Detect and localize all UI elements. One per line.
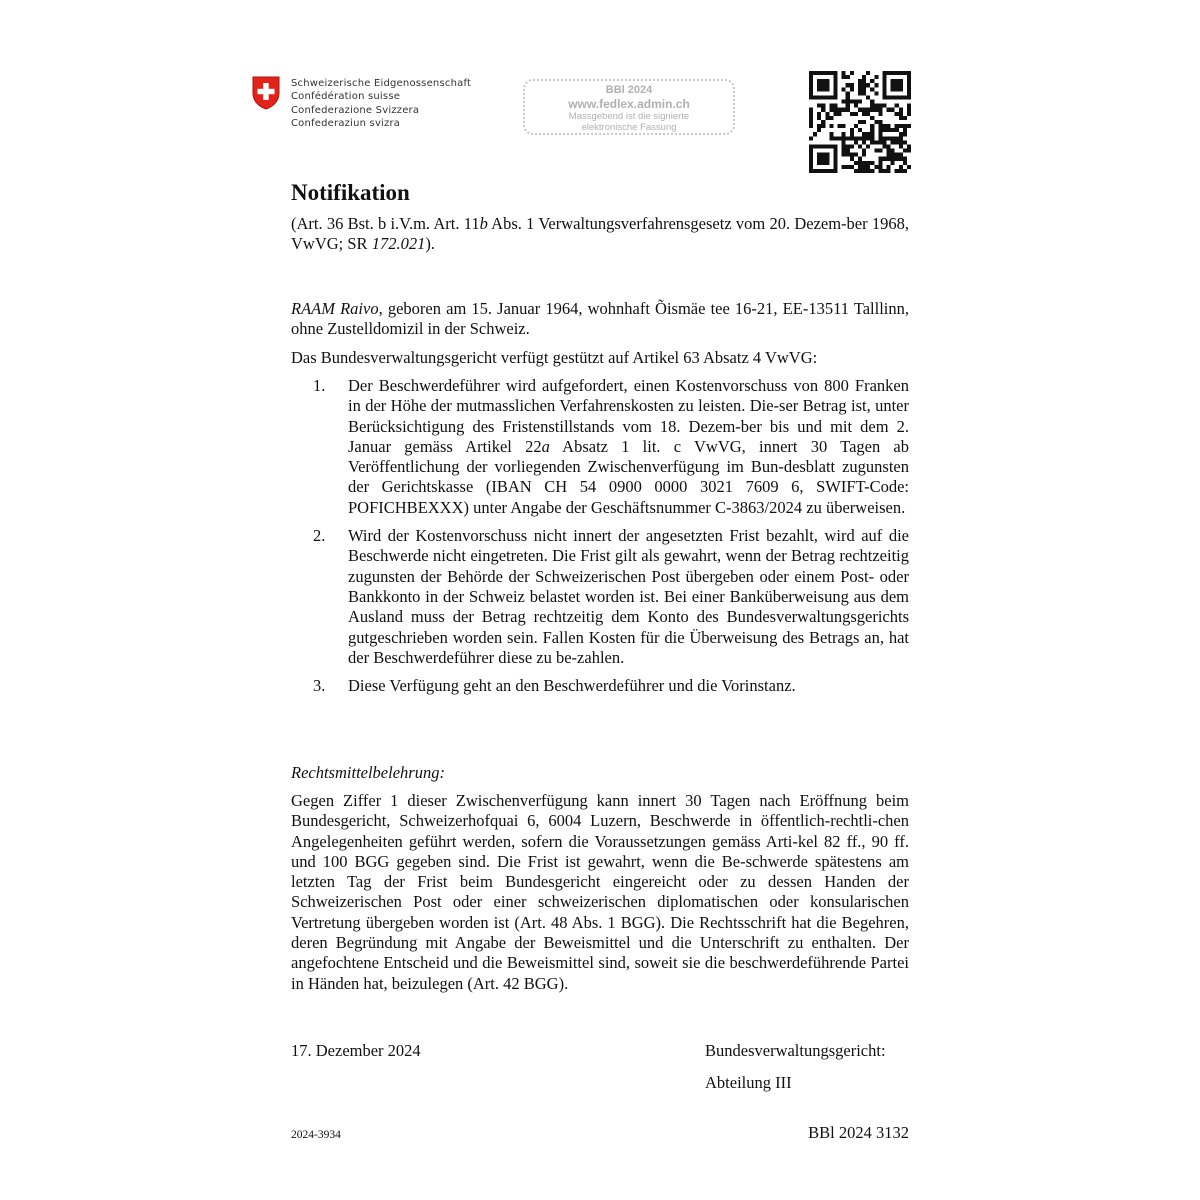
list-item-number: 2. <box>313 526 326 546</box>
list-item-text-post: Absatz 1 lit. c VwVG, innert 30 Tagen ab Veröffentlichung der vorliegenden Zwischenverfügung im Bun-desblatt zugunsten der Gerichtskasse (IBAN CH 54 0900 0000 3021 7609 6, SWIFT-Code: POFICHBEXXX) unter Angabe der Geschäftsnummer C-3863/2024 zu überweisen. <box>348 436 910 517</box>
issue-date: 17. Dezember 2024 <box>291 1041 421 1060</box>
list-item <box>291 676 909 696</box>
confederation-names <box>291 77 471 131</box>
addressee-details: , geboren am 15. Januar 1964, wohnhaft Õismäe tee 16-21, EE-13511 Talllinn, ohne Zustelldomizil in der Schweiz. <box>291 299 910 339</box>
list-item <box>291 376 909 518</box>
legal-basis-post: ). <box>425 234 435 254</box>
document-number: 2024-3934 <box>291 1129 341 1141</box>
stamp-note-2: elektronische Fassung <box>581 122 677 133</box>
legal-basis-sr-number: 172.021 <box>371 234 426 254</box>
legal-basis-pre: (Art. 36 Bst. b i.V.m. Art. 11 <box>291 214 480 233</box>
confederation-name-rm: Confederaziun svizra <box>291 118 401 130</box>
legal-basis-italic-b: b <box>479 214 488 233</box>
stamp-url: www.fedlex.admin.ch <box>568 97 690 111</box>
list-item <box>291 526 909 668</box>
list-item-text-pre: Der Beschwerdeführer wird aufgefordert, einen Kostenvorschuss von 800 Franken in der Höhe der mutmasslichen Verfahrenskosten zu leisten. Die-ser Betrag ist, unter Berücksichtigung des Fristenstillstands vom 18. Dezem-ber bis und mit dem 2. Januar gemäss Artikel 22 <box>348 376 909 456</box>
list-item-text: Wird der Kostenvorschuss nicht innert der angesetzten Frist bezahlt, wird auf die Beschwerde nicht eingetreten. Die Frist gilt als gewahrt, wenn der Betrag rechtzeitig zugunsten der Behörde der Schweizerischen Post übergeben oder einem Post- oder Bankkonto in der Schweiz belastet worden ist. Bei einer Banküberweisung aus dem Ausland muss der Betrag rechtzeitig dem Konto des Bundesverwaltungsgerichts gutgeschrieben worden sein. Fallen Kosten für die Überweisung des Betrags an, hat der Beschwerdeführer diese zu be-zahlen. <box>348 526 909 667</box>
confederation-name-it: Confederazione Svizzera <box>291 104 420 116</box>
court-name: Bundesverwaltungsgericht: <box>705 1041 886 1060</box>
document-title: Notifikation <box>291 180 410 205</box>
remedy-text: Gegen Ziffer 1 dieser Zwischenverfügung kann innert 30 Tagen nach Eröffnung beim Bundesgericht, Schweizerhofquai 6, 6004 Luzern, Beschwerde in öffentlich-rechtli-chen Angelegenheiten geführt werden, sofern die Voraussetzungen gemäss Arti-kel 82 ff., 90 ff. und 100 BGG gegeben sind. Die Frist ist gewahrt, wenn die Be-schwerde spätestens am letzten Tag der Frist beim Bundesgericht eingereicht oder zu dessen Handen der Schweizerischen Post oder einer schweizerischen diplomatischen oder konsularischen Vertretung übergeben worden ist (Art. 48 Abs. 1 BGG). Die Rechtsschrift hat die Begehren, deren Begründung mit Angabe der Beweismittel und die Unterschrift zu enthalten. Der angefochtene Entscheid und die Beweismittel sind, soweit sie die beschwerdeführende Partei in Händen hat, beizulegen (Art. 42 BGG). <box>291 791 909 993</box>
list-item-text-italic: a <box>541 436 550 456</box>
stamp-note-1: Massgebend ist die signierte <box>568 111 690 122</box>
stamp-bbl: BBl 2024 <box>605 84 653 96</box>
list-item-number: 3. <box>313 676 326 696</box>
remedy-heading: Rechtsmittelbelehrung: <box>291 763 445 782</box>
addressee <box>291 299 909 340</box>
decree-list <box>291 376 909 696</box>
legal-basis-mid: Abs. 1 Verwaltungsverfahrensgesetz vom 20. Dezem-ber 1968, VwVG; SR <box>291 214 909 254</box>
confederation-name-de: Schweizerische Eidgenossenschaft <box>291 78 472 89</box>
court-department: Abteilung III <box>705 1073 792 1092</box>
decree-intro: Das Bundesverwaltungsgericht verfügt gestützt auf Artikel 63 Absatz 4 VwVG: <box>291 348 818 367</box>
confederation-name-fr: Confédération suisse <box>291 91 401 103</box>
bbl-reference: BBl 2024 3132 <box>808 1123 909 1142</box>
addressee-name: RAAM Raivo <box>291 299 379 318</box>
list-item-text: Diese Verfügung geht an den Beschwerdeführer und die Vorinstanz. <box>348 676 796 696</box>
publication-stamp <box>523 79 735 135</box>
list-item-number: 1. <box>313 376 326 395</box>
swiss-coat-of-arms-icon <box>252 76 280 110</box>
legal-basis <box>291 214 909 255</box>
qr-code-icon <box>809 71 911 173</box>
